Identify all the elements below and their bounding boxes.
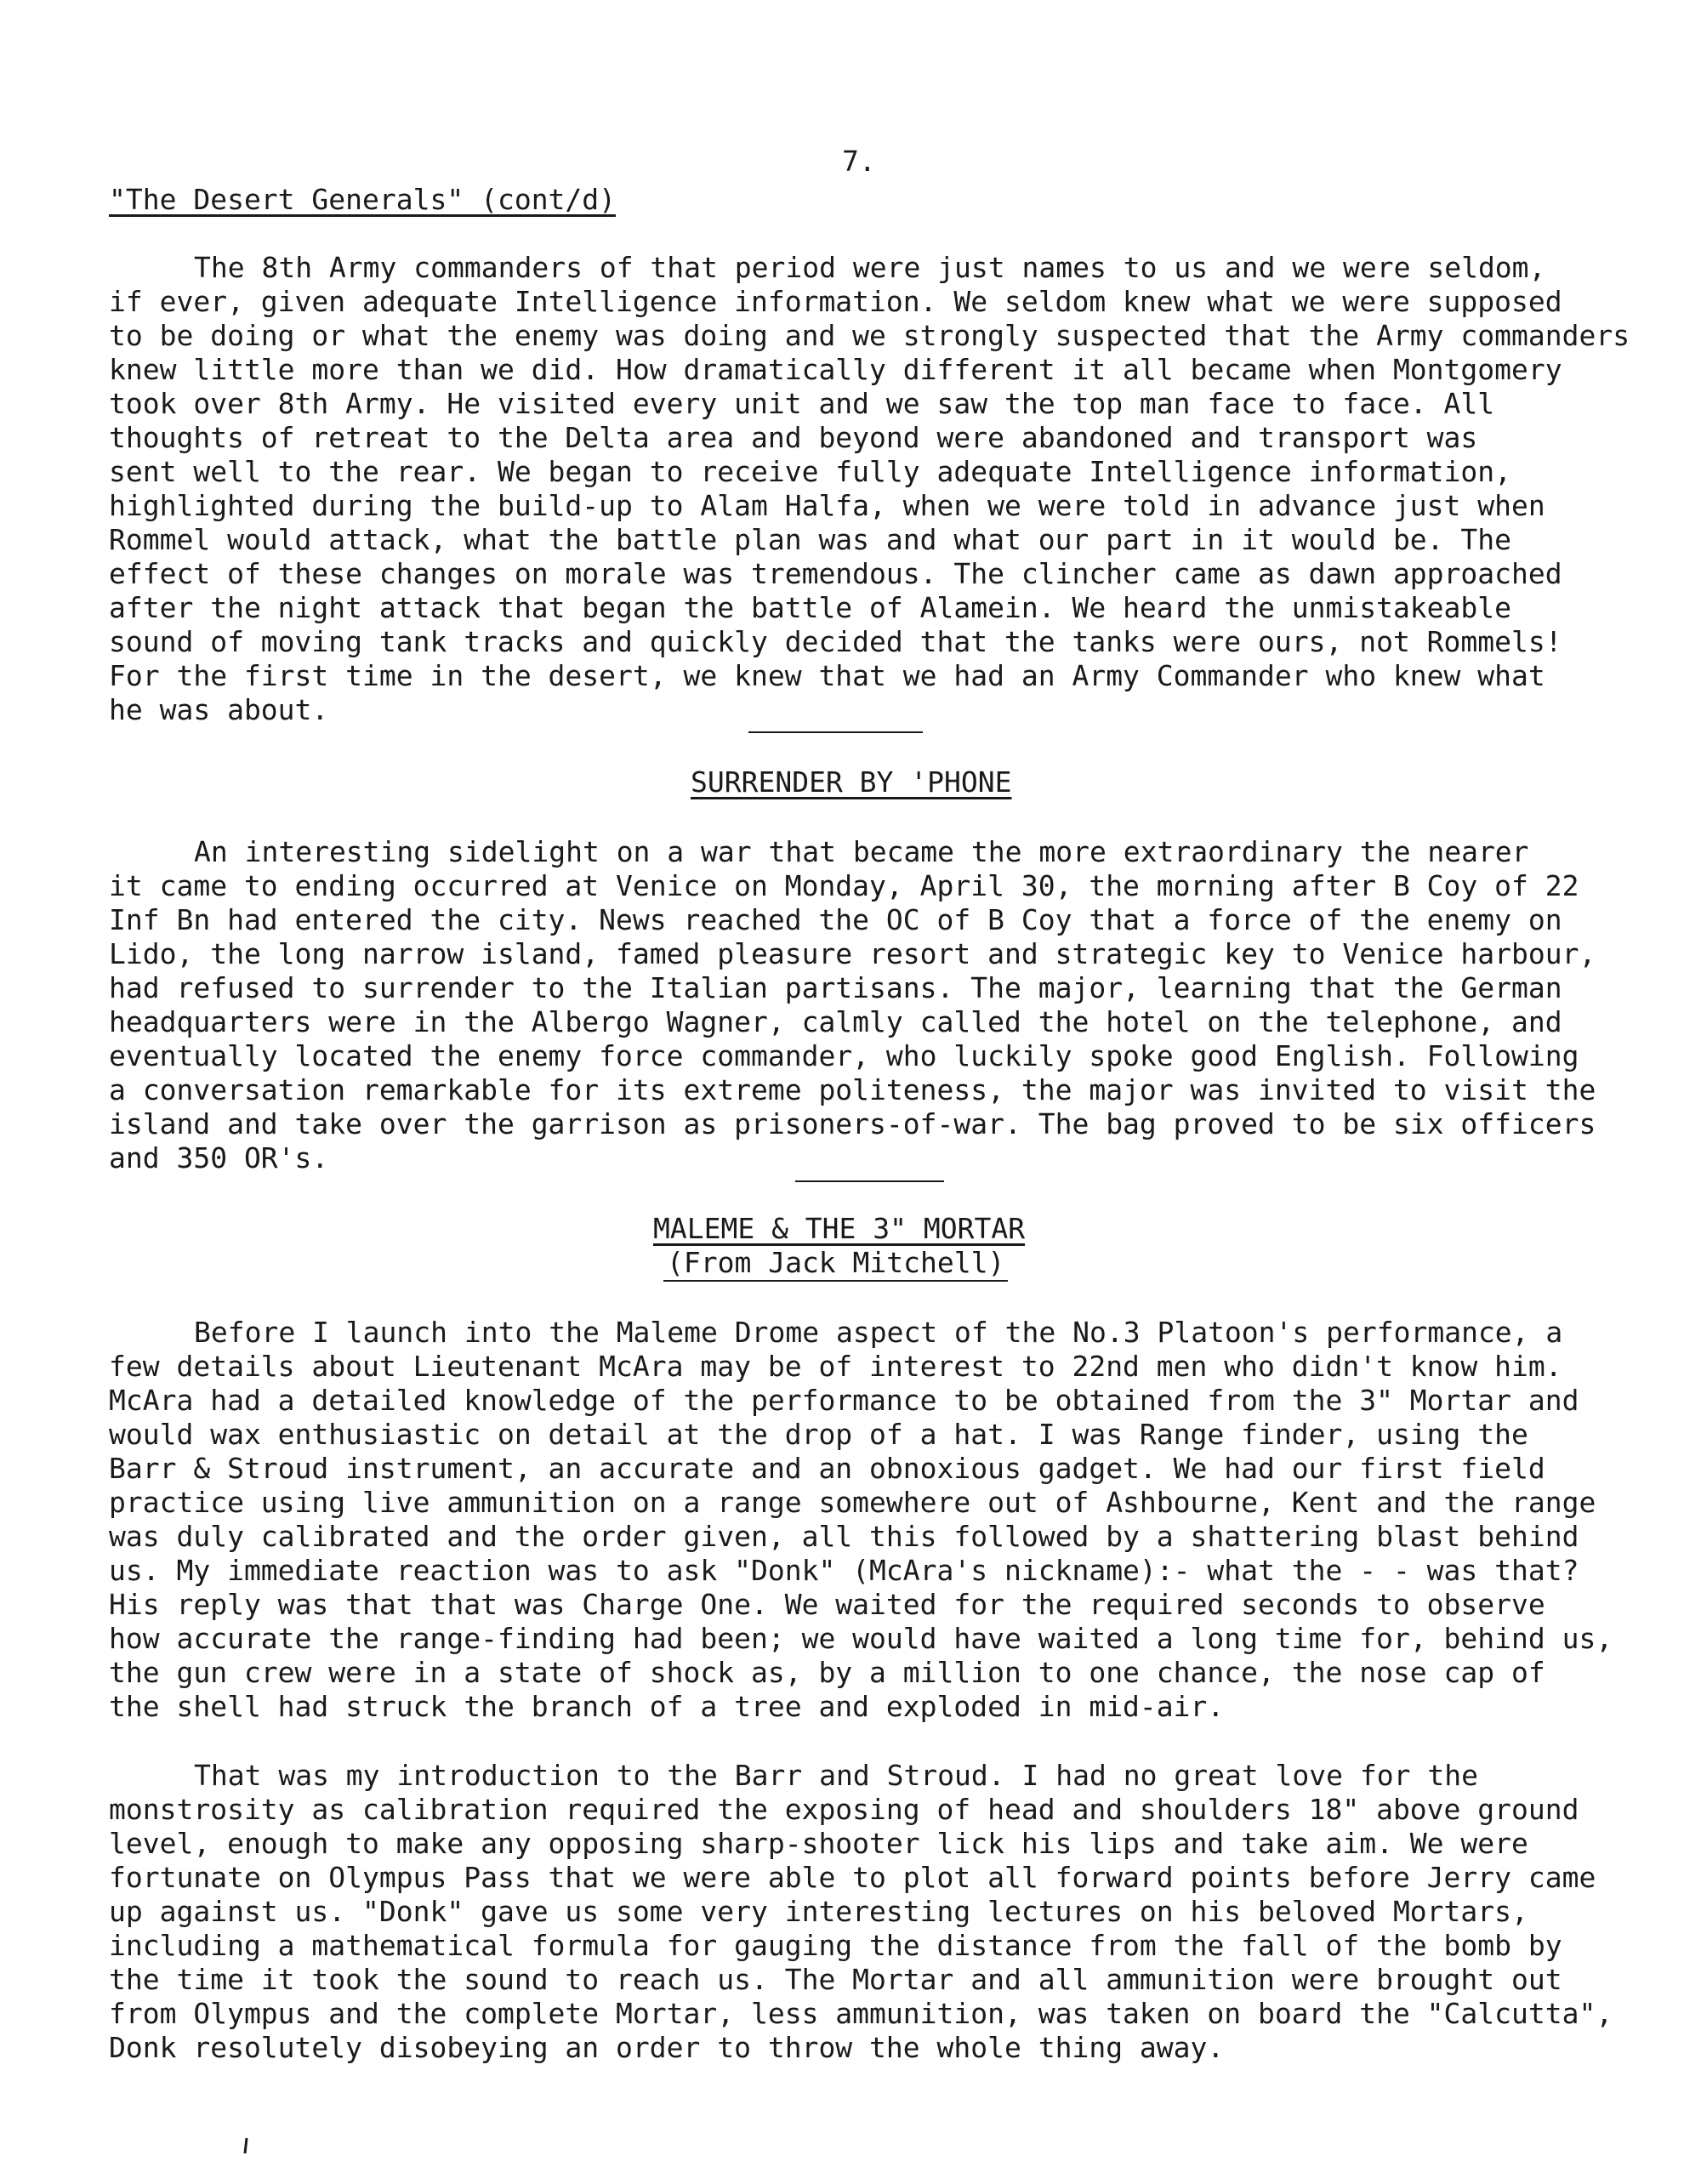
text-line: island and take over the garrison as prisoners-of-war. The bag proved to be six officers <box>109 1107 1596 1140</box>
text-line: The 8th Army commanders of that period were just names to us and we were seldom, <box>194 251 1546 284</box>
text-line: For the first time in the desert, we knew that we had an Army Commander who knew what <box>109 659 1545 692</box>
text-line: monstrosity as calibration required the exposing of head and shoulders 18" above ground <box>109 1793 1579 1826</box>
text-line: took over 8th Army. He visited every unit and we saw the top man face to face. All <box>109 387 1495 420</box>
text-line: Barr & Stroud instrument, an accurate and an obnoxious gadget. We had our first field <box>109 1452 1545 1485</box>
text-line: from Olympus and the complete Mortar, less ammunition, was taken on board the "Calcutta", <box>109 1997 1613 2030</box>
surrender-heading: SURRENDER BY 'PHONE <box>691 765 1012 799</box>
text-line: the gun crew were in a state of shock as, by a million to one chance, the nose cap of <box>109 1656 1545 1689</box>
text-line: and 350 OR's. <box>109 1141 329 1174</box>
text-line: how accurate the range-finding had been; we would have waited a long time for, behind us, <box>109 1622 1613 1655</box>
text-line: level, enough to make any opposing sharp-shooter lick his lips and take aim. We were <box>109 1827 1528 1860</box>
text-line: knew little more than we did. How dramatically different it all became when Montgomery <box>109 353 1562 386</box>
text-line: he was about. <box>109 693 329 726</box>
text-line: was duly calibrated and the order given, all this followed by a shattering blast behind <box>109 1520 1579 1553</box>
maleme-heading: MALEME & THE 3" MORTAR <box>653 1212 1026 1245</box>
maleme-paragraph-1 <box>109 1316 1613 1724</box>
text-line: a conversation remarkable for its extreme politeness, the major was invited to visit the <box>109 1073 1596 1106</box>
text-line: Rommel would attack, what the battle plan was and what our part in it would be. The <box>109 523 1512 556</box>
text-line: few details about Lieutenant McAra may be of interest to 22nd men who didn't know him. <box>109 1350 1562 1383</box>
text-line: would wax enthusiastic on detail at the drop of a hat. I was Range finder, using the <box>109 1418 1528 1451</box>
text-line: the shell had struck the branch of a tree and exploded in mid-air. <box>109 1690 1225 1723</box>
surrender-paragraph <box>109 835 1596 1175</box>
text-line: Donk resolutely disobeying an order to throw the whole thing away. <box>109 2031 1225 2064</box>
text-line: That was my introduction to the Barr and Stroud. I had no great love for the <box>194 1759 1478 1792</box>
text-line: sound of moving tank tracks and quickly decided that the tanks were ours, not Rommels! <box>109 625 1562 658</box>
text-line: after the night attack that began the battle of Alamein. We heard the unmistakeable <box>109 591 1512 624</box>
maleme-paragraph-2 <box>109 1759 1613 2065</box>
stray-mark-icon <box>238 2135 255 2160</box>
text-line: Inf Bn had entered the city. News reached the OC of B Coy that a force of the enemy on <box>109 903 1562 936</box>
page-number: 7. <box>842 145 876 178</box>
section-divider <box>748 731 923 733</box>
text-line: to be doing or what the enemy was doing and we strongly suspected that the Army commanders <box>109 319 1630 352</box>
text-line: His reply was that that was Charge One. We waited for the required seconds to observe <box>109 1588 1545 1621</box>
text-line: headquarters were in the Albergo Wagner, calmly called the hotel on the telephone, and <box>109 1005 1562 1038</box>
text-line: it came to ending occurred at Venice on Monday, April 30, the morning after B Coy of 22 <box>109 869 1579 902</box>
maleme-subheading: (From Jack Mitchell) <box>663 1246 1008 1282</box>
text-line: effect of these changes on morale was tremendous. The clincher came as dawn approached <box>109 557 1562 590</box>
text-line: Lido, the long narrow island, famed pleasure resort and strategic key to Venice harbour, <box>109 937 1596 970</box>
text-line: highlighted during the build-up to Alam Halfa, when we were told in advance just when <box>109 489 1545 522</box>
desert-generals-paragraph <box>109 251 1630 727</box>
section-divider <box>795 1180 944 1182</box>
text-line: us. My immediate reaction was to ask "Donk" (McAra's nickname):- what the - - was that? <box>109 1554 1579 1587</box>
text-line: including a mathematical formula for gauging the distance from the fall of the bomb by <box>109 1929 1562 1962</box>
running-title: "The Desert Generals" (cont/d) <box>109 183 617 216</box>
text-line: the time it took the sound to reach us. The Mortar and all ammunition were brought out <box>109 1963 1562 1996</box>
text-line: eventually located the enemy force commander, who luckily spoke good English. Following <box>109 1039 1579 1072</box>
text-line: fortunate on Olympus Pass that we were able to plot all forward points before Jerry came <box>109 1861 1596 1894</box>
text-line: practice using live ammunition on a range somewhere out of Ashbourne, Kent and the range <box>109 1486 1596 1519</box>
text-line: up against us. "Donk" gave us some very interesting lectures on his beloved Mortars, <box>109 1895 1528 1928</box>
text-line: thoughts of retreat to the Delta area and beyond were abandoned and transport was <box>109 421 1478 454</box>
text-line: Before I launch into the Maleme Drome aspect of the No.3 Platoon's performance, a <box>194 1316 1563 1349</box>
text-line: had refused to surrender to the Italian partisans. The major, learning that the German <box>109 971 1562 1004</box>
text-line: sent well to the rear. We began to receive fully adequate Intelligence information, <box>109 455 1512 488</box>
text-line: if ever, given adequate Intelligence information. We seldom knew what we were supposed <box>109 285 1562 318</box>
text-line: McAra had a detailed knowledge of the performance to be obtained from the 3" Mortar and <box>109 1384 1579 1417</box>
text-line: An interesting sidelight on a war that became the more extraordinary the nearer <box>194 835 1529 868</box>
